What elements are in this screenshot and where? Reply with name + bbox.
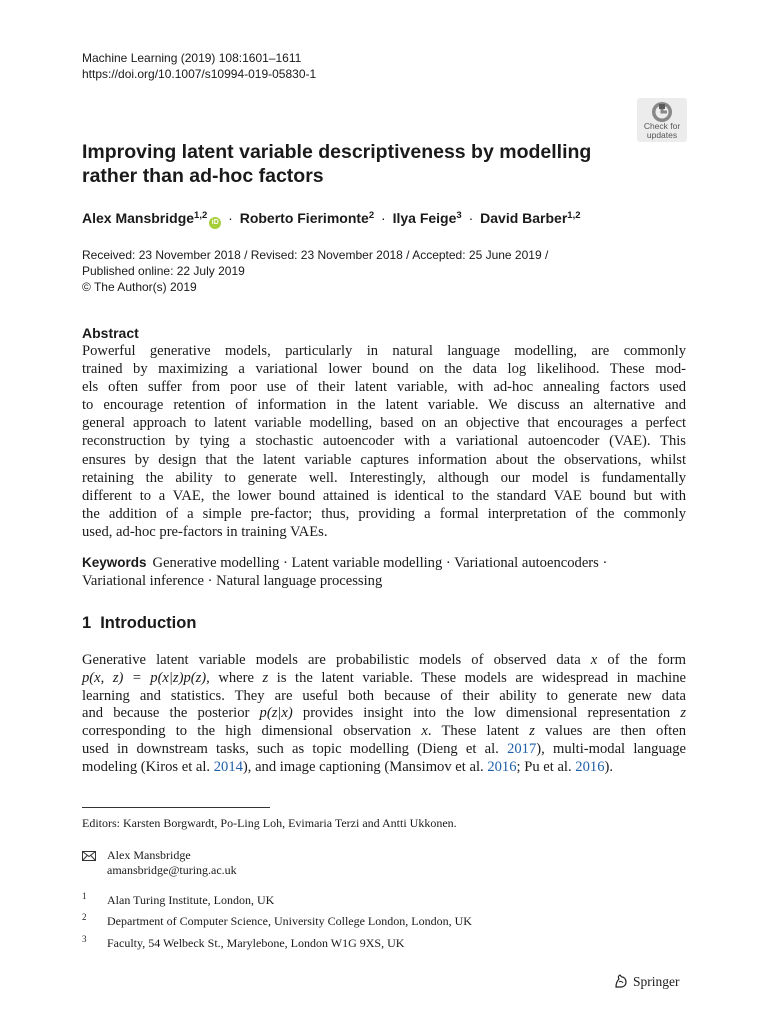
received-revised-accepted: Received: 23 November 2018 / Revised: 23 November 2018 / Accepted: 25 June 2019 / [82,248,549,262]
author-separator: · [228,210,233,226]
author-separator: · [468,210,474,226]
journal-citation: Machine Learning (2019) 108:1601–1611 [82,51,302,65]
copyright: © The Author(s) 2019 [82,280,197,294]
section-heading [82,612,196,634]
abstract-line: retaining the ability to generate well. Interestingly, although our model is fundamentally [82,469,686,486]
abstract-line: reconstruction by tying a stochastic autoencoder with a variational autoencoder (VAE). This [82,433,686,450]
section-number: 1 [82,614,92,632]
formula: p(z|x) [259,705,293,722]
crossmark-icon [650,101,674,123]
formula: p(x, z) = p(x|z)p(z) [82,669,207,686]
citation-link[interactable]: 2016 [487,758,517,775]
author-affiliation-marker: 3 [456,210,462,221]
intro-line: p(x, z) = p(x|z)p(z), where z is the latent variable. These models are widespread in machine [82,669,687,686]
author-name[interactable]: Ilya Feige [392,210,457,226]
citation-link[interactable]: 2016 [575,758,605,775]
author-name[interactable]: Alex Mansbridge [82,210,195,226]
intro-line: learning and statistics. They are useful both because of their ability to generate new data [82,687,686,704]
abstract-line: general approach to latent variable modelling, based on an objective that encourages a perfect [82,415,686,432]
author-affiliation-marker: 1,2 [567,210,581,221]
check-for-updates-badge[interactable] [637,98,687,142]
paper-title: Improving latent variable descriptiveness by modelling rather than ad-hoc factors [82,141,592,187]
contact-email[interactable]: amansbridge@turing.ac.uk [107,863,237,877]
author-list [82,208,581,229]
check-for-updates-label: Check for updates [643,121,681,140]
abstract-body [82,342,686,541]
author-name[interactable]: Roberto Fierimonte [239,210,369,226]
publisher-logo [613,972,680,992]
abstract-line: the addition of a simple pre-factor; thus, providing a formal interpretation of the commonly [82,505,686,522]
abstract-line: to encourage retention of information in the latent variable. We discuss an alternative and [82,397,686,414]
abstract-line: Powerful generative models, particularly in natural language modelling, are commonly [82,343,686,359]
doi-link[interactable]: https://doi.org/10.1007/s10994-019-05830-1 [82,67,317,81]
intro-line: and because the posterior p(z|x) provides insight into the low dimensional representation z [82,705,687,722]
citation-link[interactable]: 2017 [507,740,537,757]
intro-line: used in downstream tasks, such as topic modelling (Dieng et al. 2017), multi-modal language [82,740,686,757]
introduction-body [82,652,686,777]
published-online: Published online: 22 July 2019 [82,264,245,278]
orcid-icon[interactable]: iD [209,217,221,229]
contact-name: Alex Mansbridge [107,848,191,862]
abstract-heading: Abstract [82,325,139,341]
citation-link[interactable]: 2014 [213,758,243,775]
abstract-line: trained by maximizing a variational lower bound on the data log likelihood. These mod- [82,361,686,378]
keywords-label: Keywords [82,555,147,570]
publication-dates [82,247,548,295]
intro-line: Generative latent variable models are probabilistic models of observed data x of the form [82,652,686,668]
journal-header [82,50,316,82]
keywords-list: Variational inference · Natural language processing [82,573,383,589]
abstract-line: els often suffer from poor use of their latent variable, with ad-hoc annealing factors used [82,379,686,396]
author-affiliation-marker: 1,2 [194,210,208,221]
author-name[interactable]: David Barber [480,210,568,226]
publisher-name: Springer [633,974,680,989]
section-title: Introduction [100,614,197,632]
abstract-line: ensures by design that the latent variable captures information about the observations, whilst [82,451,686,468]
footnote-divider [82,807,270,808]
keywords-list: Generative modelling · Latent variable modelling · Variational autoencoders · [152,555,608,571]
author-separator: · [381,210,386,226]
editors-note: Editors: Karsten Borgwardt, Po-Ling Loh, Evimaria Terzi and Antti Ukkonen. [82,816,457,830]
keywords [82,554,607,590]
intro-line: corresponding to the high dimensional observation x. These latent z values are then often [82,723,687,740]
intro-line: modeling (Kiros et al. 2014), and image captioning (Mansimov et al. 2016; Pu et al. 2016). [82,758,613,775]
abstract-line: different to a VAE, the lower bound attained is identical to the standard VAE bound but with [82,487,686,504]
abstract-line: used, ad-hoc pre-factors in training VAEs. [82,523,328,540]
envelope-icon [82,851,96,861]
author-affiliation-marker: 2 [368,210,375,221]
springer-horse-icon [613,973,629,989]
